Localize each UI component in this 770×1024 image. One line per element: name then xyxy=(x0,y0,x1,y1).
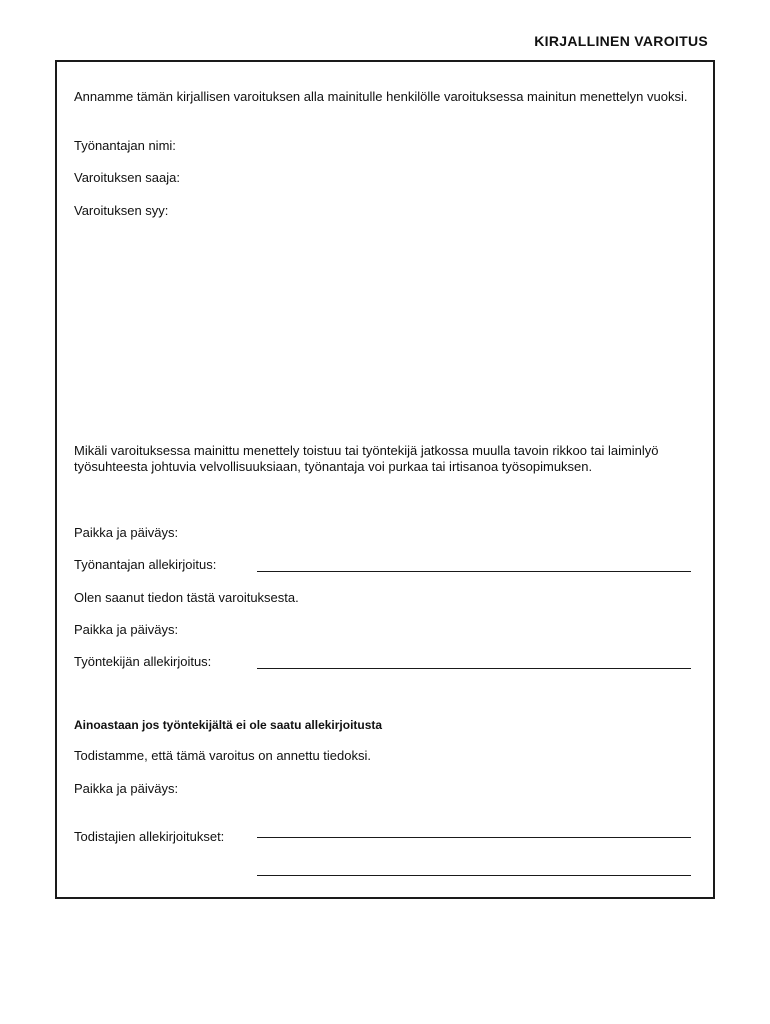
recipient-label: Varoituksen saaja: xyxy=(74,170,180,185)
employee-place-date-label: Paikka ja päiväys: xyxy=(74,622,179,637)
employer-signature-label: Työnantajan allekirjoitus: xyxy=(74,557,217,572)
employer-place-date-label: Paikka ja päiväys: xyxy=(74,525,179,540)
reason-label: Varoituksen syy: xyxy=(74,203,169,218)
employer-name-label: Työnantajan nimi: xyxy=(74,138,176,153)
witness-signature-line-2[interactable] xyxy=(257,875,691,876)
witness-place-date-label: Paikka ja päiväys: xyxy=(74,781,179,796)
employee-signature-line[interactable] xyxy=(257,668,691,669)
warning-form xyxy=(55,60,715,899)
witness-signatures-label: Todistajien allekirjoitukset: xyxy=(74,829,225,844)
employer-signature-line[interactable] xyxy=(257,571,691,572)
consequence-text: Mikäli varoituksessa mainittu menettely toistuu tai työntekijä jatkossa muulla tavoin rikkoo tai laiminlyö työsuhteesta johtuvia velvollisuuksiaan, työnantaja voi purkaa tai irtisanoa työsopimuksen. xyxy=(74,443,659,474)
witness-statement: Todistamme, että tämä varoitus on annettu tiedoksi. xyxy=(74,748,371,763)
witness-heading: Ainoastaan jos työntekijältä ei ole saatu allekirjoitusta xyxy=(74,718,383,732)
employee-signature-label: Työntekijän allekirjoitus: xyxy=(74,654,212,669)
document-title: KIRJALLINEN VAROITUS xyxy=(534,33,708,49)
intro-text: Annamme tämän kirjallisen varoituksen alla mainitulle henkilölle varoituksessa mainitun menettelyn vuoksi. xyxy=(74,89,688,104)
acknowledgement-text: Olen saanut tiedon tästä varoituksesta. xyxy=(74,590,299,605)
witness-signature-line-1[interactable] xyxy=(257,837,691,838)
